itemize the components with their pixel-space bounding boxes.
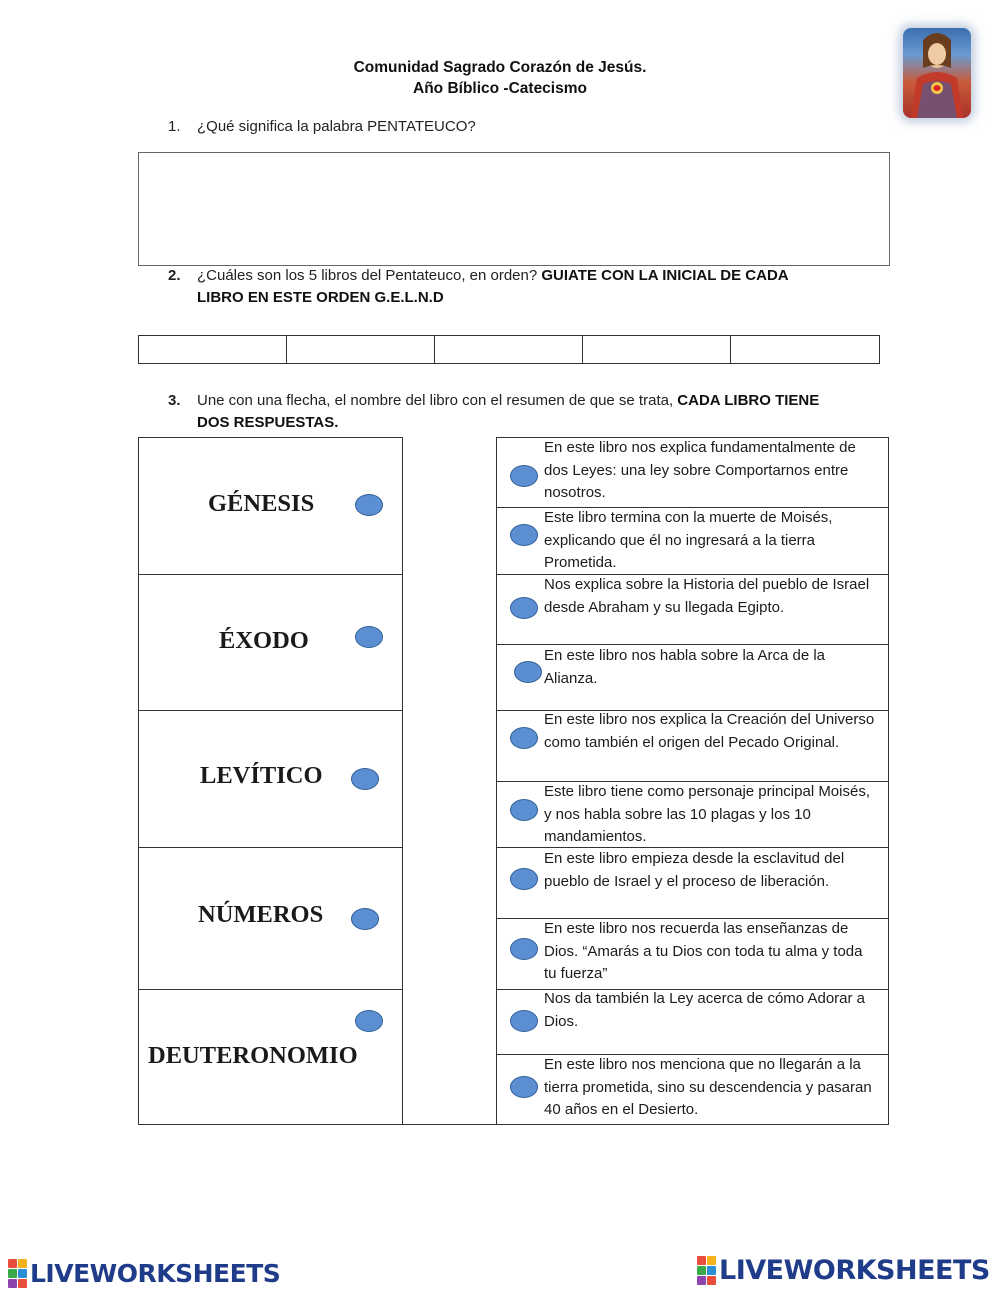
sacred-heart-icon xyxy=(903,28,971,118)
description-4: En este libro nos habla sobre la Arca de la Alianza. xyxy=(544,647,826,687)
header-title: Comunidad Sagrado Corazón de Jesús. xyxy=(353,59,647,76)
description-3: Nos explica sobre la Historia del pueblo de Israel desde Abraham y su llegada Egipto. xyxy=(544,576,870,616)
book-dot-levitico[interactable] xyxy=(351,768,379,790)
table-border xyxy=(138,847,403,848)
book-answer-input-5[interactable] xyxy=(731,336,879,363)
description-dot-7[interactable] xyxy=(510,868,538,890)
description-7: En este libro empieza desde la esclavitud del pueblo de Israel y el proceso de liberación. xyxy=(544,850,845,890)
q3-bold-text: CADA LIBRO TIENE DOS RESPUESTAS. xyxy=(197,392,820,431)
book-answer-input-1[interactable] xyxy=(139,336,287,363)
q3-text-block xyxy=(197,390,837,434)
book-answer-cell-5[interactable] xyxy=(730,335,880,364)
liveworksheets-logo-left xyxy=(8,1259,280,1288)
description-5: En este libro nos explica la Creación del Universo como también el origen del Pecado Original. xyxy=(544,711,875,751)
description-dot-6[interactable] xyxy=(510,799,538,821)
table-border xyxy=(138,437,139,1125)
description-dot-1[interactable] xyxy=(510,465,538,487)
description-2: Este libro termina con la muerte de Moisés, explicando que él no ingresará a la tierra Prometida. xyxy=(544,509,833,571)
liveworksheets-brand-right: LIVEWORKSHEETS xyxy=(719,1255,990,1286)
description-dot-10[interactable] xyxy=(510,1076,538,1098)
table-border xyxy=(138,710,403,711)
q2-bold-text: GUIATE CON LA INICIAL DE CADA LIBRO EN ESTE ORDEN G.E.L.N.D xyxy=(197,267,789,306)
book-name-numeros: NÚMEROS xyxy=(198,901,324,928)
book-answer-cell-4[interactable] xyxy=(582,335,731,364)
description-1: En este libro nos explica fundamentalmente de dos Leyes: una ley sobre Comportarnos entre nosotros. xyxy=(544,439,856,501)
liveworksheets-logo-right xyxy=(697,1255,990,1286)
q1-answer-input[interactable] xyxy=(139,153,889,265)
book-answer-input-3[interactable] xyxy=(435,336,583,363)
book-answer-cell-2[interactable] xyxy=(286,335,435,364)
description-8: En este libro nos recuerda las enseñanzas de Dios. “Amarás a tu Dios con toda tu alma y toda tu fuerza” xyxy=(544,920,863,982)
book-answer-input-4[interactable] xyxy=(583,336,731,363)
liveworksheets-brand-left: LIVEWORKSHEETS xyxy=(30,1259,281,1288)
description-dot-9[interactable] xyxy=(510,1010,538,1032)
liveworksheets-logo-icon xyxy=(697,1256,716,1285)
q3-text: Une con una flecha, el nombre del libro con el resumen de que se trata, xyxy=(197,392,674,409)
description-6: Este libro tiene como personaje principal Moisés, y nos habla sobre las 10 plagas y los 10 mandamientos. xyxy=(544,783,870,845)
book-answer-cell-3[interactable] xyxy=(434,335,583,364)
q2-text-block xyxy=(197,265,837,309)
sacred-heart-picture xyxy=(903,28,971,118)
table-border xyxy=(138,1124,889,1125)
q2-number: 2. xyxy=(168,267,181,284)
q3-number: 3. xyxy=(168,392,181,409)
book-dot-genesis[interactable] xyxy=(355,494,383,516)
liveworksheets-logo-icon xyxy=(8,1259,27,1288)
description-9: Nos da también la Ley acerca de cómo Adorar a Dios. xyxy=(544,990,866,1030)
book-name-deuteronomio: DEUTERONOMIO xyxy=(148,1042,358,1069)
book-name-genesis: GÉNESIS xyxy=(208,490,315,517)
description-dot-3[interactable] xyxy=(510,597,538,619)
book-name-levitico: LEVÍTICO xyxy=(200,762,323,789)
book-answer-input-2[interactable] xyxy=(287,336,435,363)
q2-text: ¿Cuáles son los 5 libros del Pentateuco, en orden? xyxy=(197,267,538,284)
description-dot-2[interactable] xyxy=(510,524,538,546)
description-dot-5[interactable] xyxy=(510,727,538,749)
table-border xyxy=(138,989,403,990)
q1-number: 1. xyxy=(168,118,181,135)
description-dot-4[interactable] xyxy=(514,661,542,683)
table-border xyxy=(138,574,403,575)
header-subtitle: Año Bíblico -Catecismo xyxy=(413,80,587,97)
description-10: En este libro nos menciona que no llegarán a la tierra prometida, sino su descendencia y pasaran 40 años en el Desierto. xyxy=(544,1056,872,1118)
book-answer-cell-1[interactable] xyxy=(138,335,287,364)
table-border xyxy=(138,437,403,438)
book-dot-exodo[interactable] xyxy=(355,626,383,648)
book-name-exodo: ÉXODO xyxy=(219,627,309,654)
book-dot-deuteronomio[interactable] xyxy=(355,1010,383,1032)
book-dot-numeros[interactable] xyxy=(351,908,379,930)
q1-answer-box[interactable] xyxy=(138,152,890,266)
description-dot-8[interactable] xyxy=(510,938,538,960)
q1-text: ¿Qué significa la palabra PENTATEUCO? xyxy=(197,118,476,135)
